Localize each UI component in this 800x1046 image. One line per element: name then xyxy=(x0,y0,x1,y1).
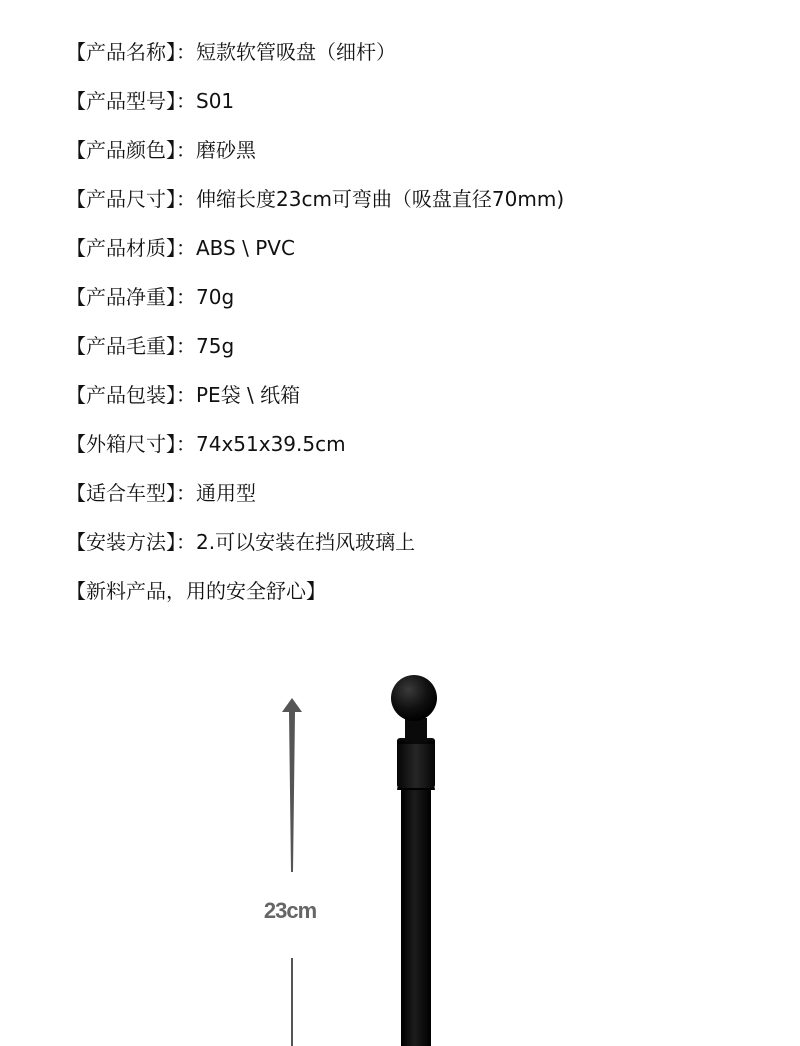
spec-row-vehicle xyxy=(66,475,766,524)
spec-row-model xyxy=(66,83,766,132)
spec-separator: ： xyxy=(176,89,196,113)
spec-value: PE袋 \ 纸箱 xyxy=(196,383,301,407)
spec-list xyxy=(66,34,766,622)
spec-row-material xyxy=(66,230,766,279)
product-rod xyxy=(391,675,437,1046)
spec-separator: ： xyxy=(176,285,196,309)
spec-row-install xyxy=(66,524,766,573)
spec-row-carton-size xyxy=(66,426,766,475)
spec-value: 75g xyxy=(196,334,235,358)
spec-row-net-weight xyxy=(66,279,766,328)
spec-key: 【适合车型】 xyxy=(66,481,176,505)
spec-key: 【产品颜色】 xyxy=(66,138,176,162)
spec-row-tagline xyxy=(66,573,766,622)
arrow-shaft-lower xyxy=(291,958,293,1046)
spec-value: 短款软管吸盘（细杆） xyxy=(196,40,396,64)
spec-separator: ： xyxy=(176,236,196,260)
spec-key: 【产品包装】 xyxy=(66,383,176,407)
spec-key: 【产品净重】 xyxy=(66,285,176,309)
spec-value: 2.可以安装在挡风玻璃上 xyxy=(196,530,416,554)
spec-value: S01 xyxy=(196,89,235,113)
spec-key: 【产品名称】 xyxy=(66,40,176,64)
ball-neck xyxy=(405,718,427,742)
arrow-shaft-upper xyxy=(289,712,295,872)
spec-key: 【产品尺寸】 xyxy=(66,187,176,211)
spec-separator: ： xyxy=(176,334,196,358)
spec-row-packaging xyxy=(66,377,766,426)
spec-row-color xyxy=(66,132,766,181)
spec-separator: ： xyxy=(176,187,196,211)
spec-key: 【产品材质】 xyxy=(66,236,176,260)
spec-value: 伸缩长度23cm可弯曲（吸盘直径70mm) xyxy=(196,187,565,211)
arrow-head xyxy=(282,698,302,712)
spec-key: 【外箱尺寸】 xyxy=(66,432,176,456)
ball-joint xyxy=(391,675,437,721)
spec-row-size xyxy=(66,181,766,230)
product-illustration xyxy=(0,640,800,1046)
spec-value: 74x51x39.5cm xyxy=(196,432,346,456)
spec-row-gross-weight xyxy=(66,328,766,377)
product-figure xyxy=(0,640,800,1046)
rod-collar xyxy=(397,738,435,788)
spec-separator: ： xyxy=(176,530,196,554)
dimension-label: 23cm xyxy=(263,898,317,923)
spec-value: 70g xyxy=(196,285,235,309)
spec-key: 【产品毛重】 xyxy=(66,334,176,358)
spec-separator: ： xyxy=(176,432,196,456)
spec-row-name xyxy=(66,34,766,83)
rod-body xyxy=(401,785,431,1046)
spec-key: 【产品型号】 xyxy=(66,89,176,113)
spec-separator: ： xyxy=(176,138,196,162)
spec-key: 【安装方法】 xyxy=(66,530,176,554)
spec-value: 通用型 xyxy=(196,481,256,505)
spec-tagline: 【新料产品，用的安全舒心】 xyxy=(66,579,326,603)
spec-separator: ： xyxy=(176,481,196,505)
dimension-arrow xyxy=(282,698,302,1046)
spec-separator: ： xyxy=(176,383,196,407)
spec-value: 磨砂黑 xyxy=(196,138,256,162)
spec-value: ABS \ PVC xyxy=(196,236,295,260)
spec-separator: ： xyxy=(176,40,196,64)
